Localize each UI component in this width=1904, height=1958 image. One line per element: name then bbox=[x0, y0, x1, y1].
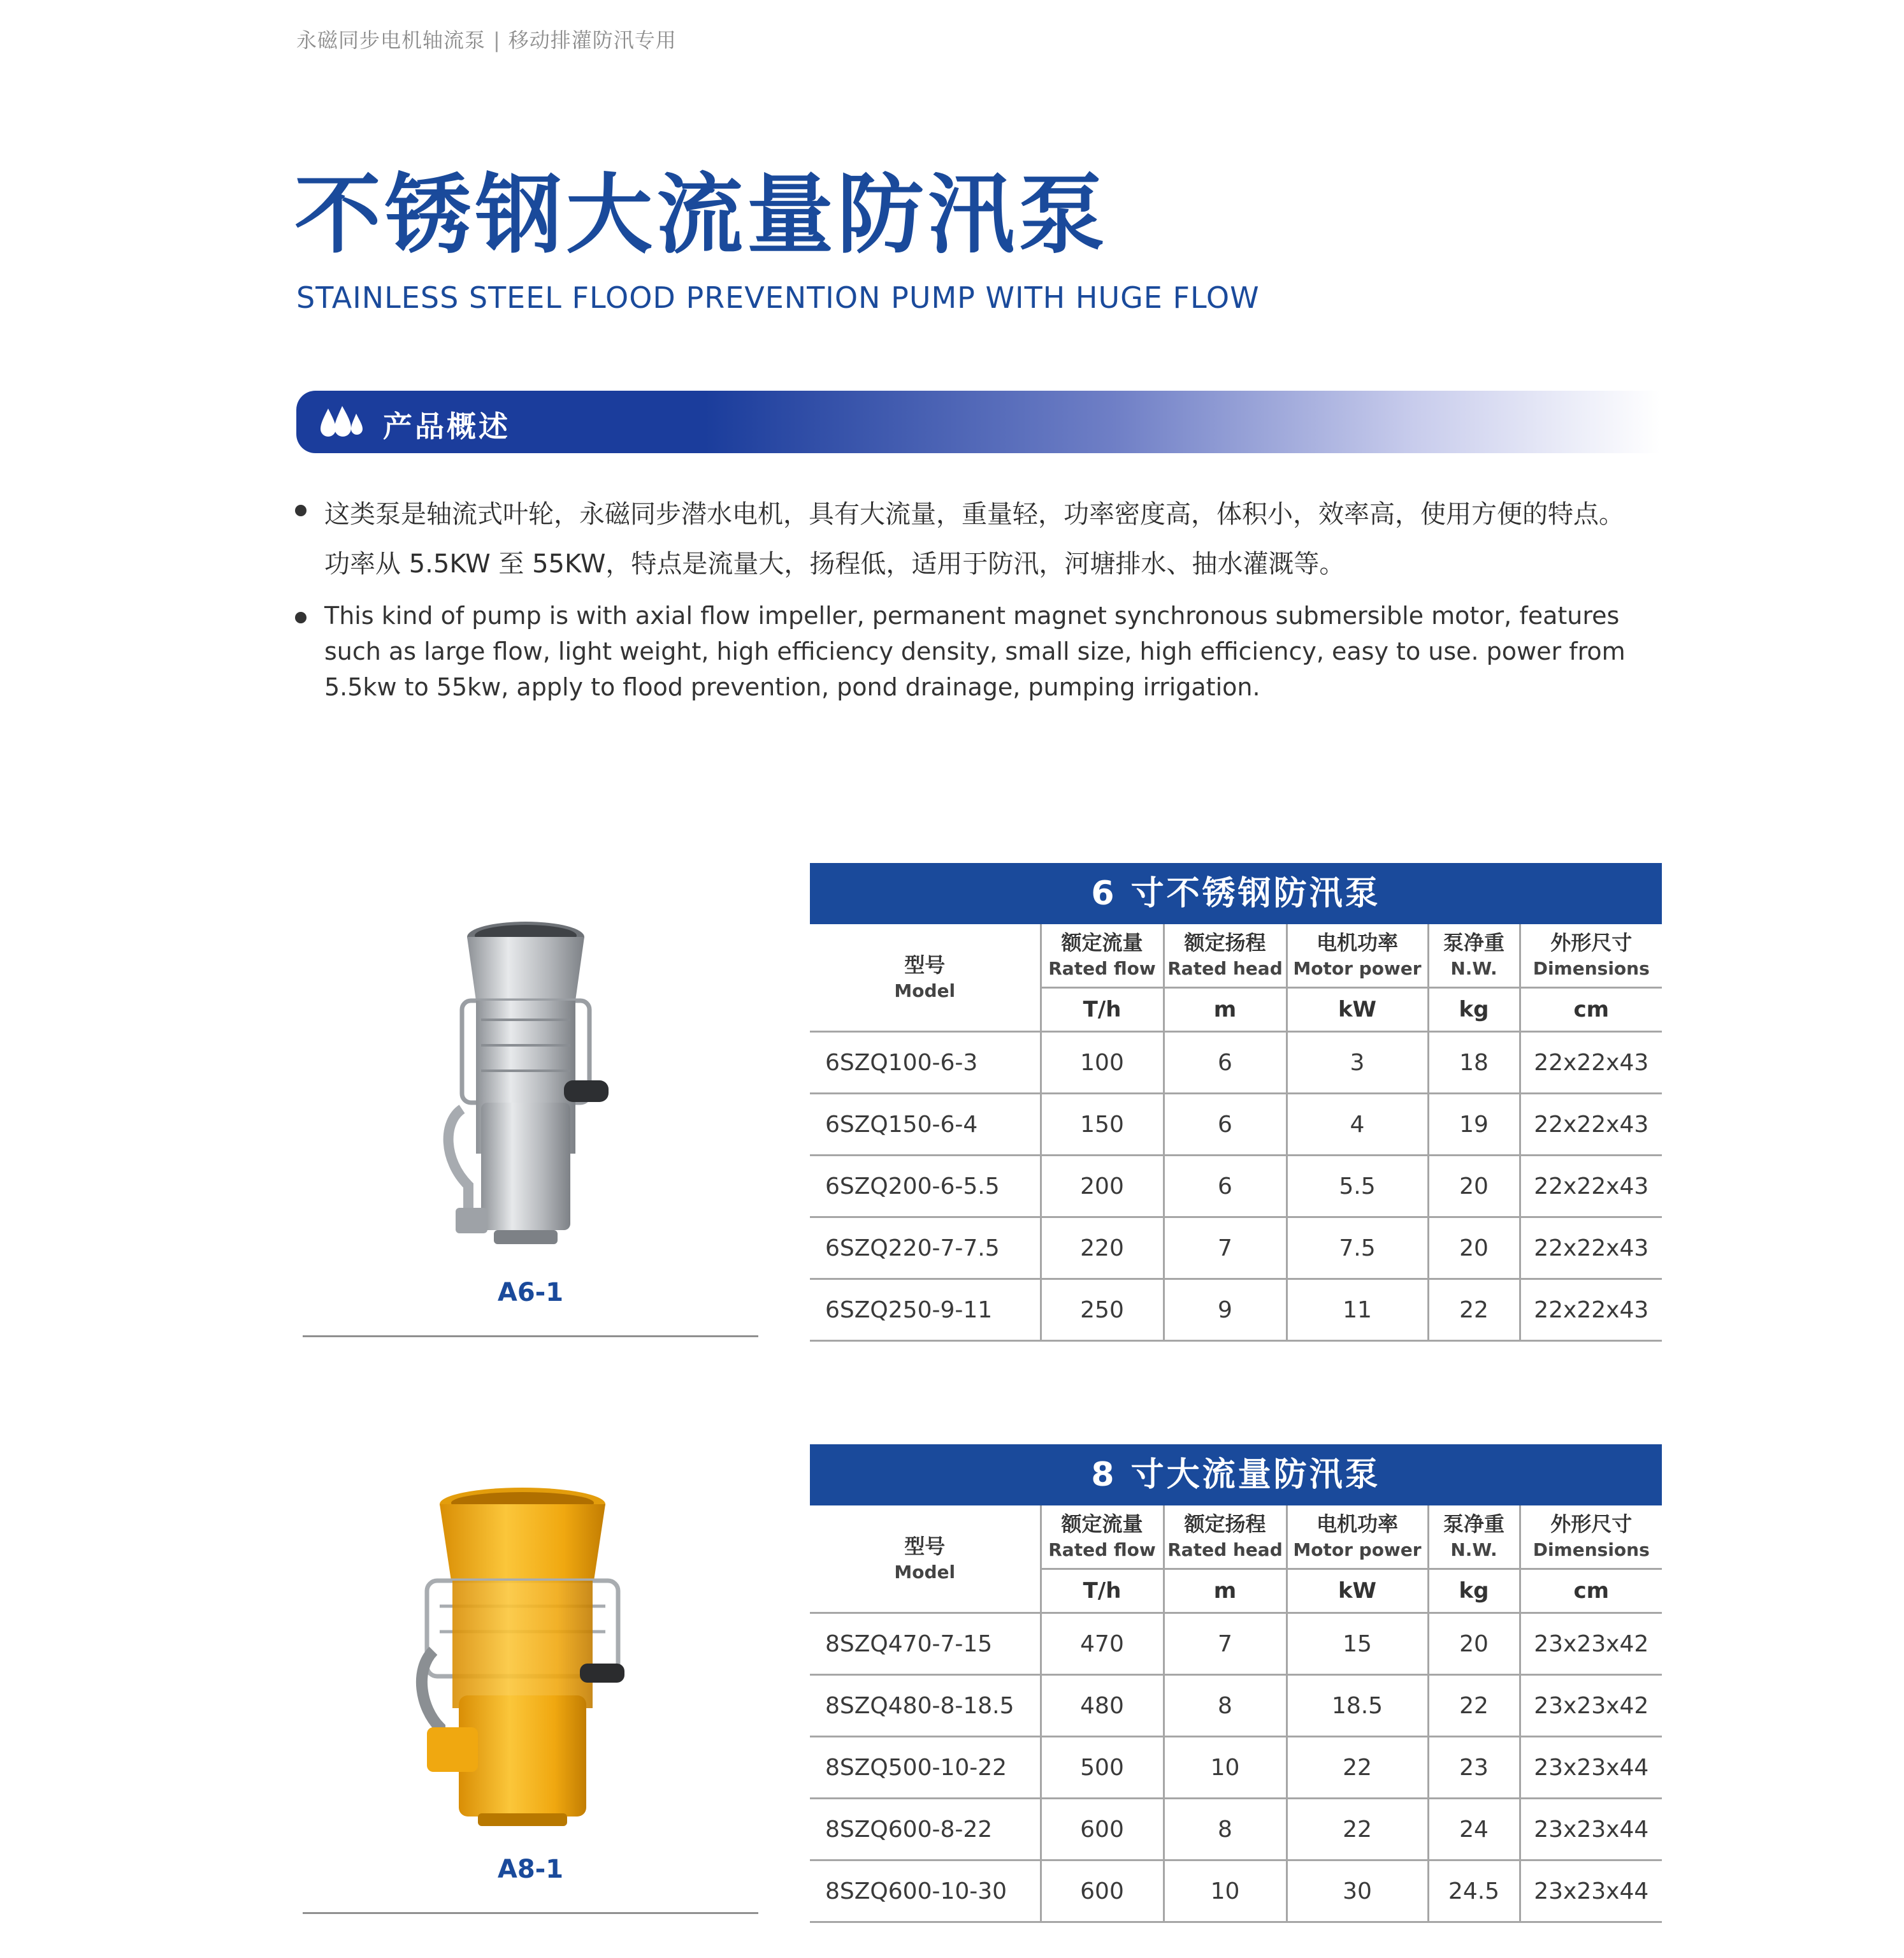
spec-table-8inch bbox=[810, 1444, 1662, 1923]
overview-en-text: This kind of pump is with axial flow impeller, permanent magnet synchronous submersible motor, features such as large flow, light weight, high efficiency density, small size, high efficiency, easy to use. power from 5.5kw to 55kw, apply to flood prevention, pond drainage, pumping irrigation. bbox=[324, 602, 1626, 701]
cell-model: 8SZQ600-8-22 bbox=[810, 1799, 1041, 1860]
cell-power: 11 bbox=[1287, 1279, 1428, 1341]
cell-head: 6 bbox=[1164, 1032, 1287, 1094]
table-title: 8 寸大流量防汛泵 bbox=[810, 1444, 1662, 1505]
caption-divider bbox=[303, 1912, 758, 1914]
cell-weight: 20 bbox=[1428, 1156, 1520, 1217]
cell-dim: 22x22x43 bbox=[1520, 1279, 1662, 1341]
cell-weight: 23 bbox=[1428, 1737, 1520, 1799]
table-row bbox=[810, 1094, 1662, 1156]
unit-power: kW bbox=[1287, 988, 1428, 1032]
product-caption: A8-1 bbox=[497, 1855, 564, 1884]
overview-cn-line1: 这类泵是轴流式叶轮，永磁同步潜水电机，具有大流量，重量轻，功率密度高，体积小，效率高，使用方便的特点。 bbox=[324, 500, 1624, 529]
cell-power: 4 bbox=[1287, 1094, 1428, 1156]
table-row bbox=[810, 1279, 1662, 1341]
cell-model: 6SZQ150-6-4 bbox=[810, 1094, 1041, 1156]
weight-cn: 泵净重 bbox=[1443, 1512, 1504, 1536]
unit-dim: cm bbox=[1520, 988, 1662, 1032]
unit-flow: T/h bbox=[1041, 1569, 1164, 1613]
dim-en: Dimensions bbox=[1533, 958, 1650, 979]
power-en: Motor power bbox=[1293, 1539, 1422, 1560]
table-title: 6 寸不锈钢防汛泵 bbox=[810, 863, 1662, 924]
overview-bullet-cn bbox=[295, 490, 1671, 589]
product-caption: A6-1 bbox=[497, 1278, 564, 1307]
weight-en: N.W. bbox=[1450, 1539, 1497, 1560]
flow-cn: 额定流量 bbox=[1061, 1512, 1143, 1536]
power-en: Motor power bbox=[1293, 958, 1422, 979]
weight-en: N.W. bbox=[1450, 958, 1497, 979]
col-flow bbox=[1041, 1505, 1164, 1569]
cell-power: 22 bbox=[1287, 1799, 1428, 1860]
unit-weight: kg bbox=[1428, 1569, 1520, 1613]
yellow-pump-image bbox=[414, 1485, 631, 1829]
table-row bbox=[810, 1156, 1662, 1217]
table-row bbox=[810, 1675, 1662, 1737]
col-weight bbox=[1428, 1505, 1520, 1569]
page-header bbox=[296, 24, 677, 54]
cell-model: 6SZQ250-9-11 bbox=[810, 1279, 1041, 1341]
cell-flow: 100 bbox=[1041, 1032, 1164, 1094]
cell-weight: 20 bbox=[1428, 1217, 1520, 1279]
power-cn: 电机功率 bbox=[1316, 1512, 1398, 1536]
overview-label: 产品概述 bbox=[383, 409, 510, 444]
cell-weight: 18 bbox=[1428, 1032, 1520, 1094]
cell-power: 7.5 bbox=[1287, 1217, 1428, 1279]
table-row bbox=[810, 1737, 1662, 1799]
unit-head: m bbox=[1164, 988, 1287, 1032]
cell-dim: 22x22x43 bbox=[1520, 1032, 1662, 1094]
col-head bbox=[1164, 924, 1287, 988]
col-weight bbox=[1428, 924, 1520, 988]
stainless-pump-image bbox=[436, 918, 615, 1249]
table-row bbox=[810, 1613, 1662, 1675]
dim-cn: 外形尺寸 bbox=[1550, 931, 1633, 955]
cell-flow: 600 bbox=[1041, 1860, 1164, 1922]
cell-head: 10 bbox=[1164, 1860, 1287, 1922]
cell-flow: 470 bbox=[1041, 1613, 1164, 1675]
page-subtitle: STAINLESS STEEL FLOOD PREVENTION PUMP WITH HUGE FLOW bbox=[296, 280, 1260, 315]
cell-head: 8 bbox=[1164, 1675, 1287, 1737]
cell-weight: 24.5 bbox=[1428, 1860, 1520, 1922]
flow-en: Rated flow bbox=[1048, 1539, 1156, 1560]
table-row bbox=[810, 1860, 1662, 1922]
dim-cn: 外形尺寸 bbox=[1550, 1512, 1633, 1536]
col-power bbox=[1287, 924, 1428, 988]
flow-en: Rated flow bbox=[1048, 958, 1156, 979]
cell-weight: 19 bbox=[1428, 1094, 1520, 1156]
table-row bbox=[810, 1032, 1662, 1094]
cell-model: 8SZQ500-10-22 bbox=[810, 1737, 1041, 1799]
head-en: Rated head bbox=[1167, 1539, 1283, 1560]
series-label: 永磁同步电机轴流泵 bbox=[296, 28, 486, 52]
cell-dim: 22x22x43 bbox=[1520, 1156, 1662, 1217]
cell-dim: 22x22x43 bbox=[1520, 1217, 1662, 1279]
cell-power: 22 bbox=[1287, 1737, 1428, 1799]
cell-dim: 23x23x44 bbox=[1520, 1799, 1662, 1860]
cell-dim: 22x22x43 bbox=[1520, 1094, 1662, 1156]
overview-bullet-en bbox=[295, 598, 1671, 705]
col-dim bbox=[1520, 924, 1662, 988]
cell-dim: 23x23x42 bbox=[1520, 1613, 1662, 1675]
bullet-dot bbox=[295, 612, 307, 623]
cell-power: 3 bbox=[1287, 1032, 1428, 1094]
col-flow bbox=[1041, 924, 1164, 988]
cell-flow: 500 bbox=[1041, 1737, 1164, 1799]
cell-dim: 23x23x44 bbox=[1520, 1860, 1662, 1922]
model-en: Model bbox=[894, 1561, 956, 1583]
product-card-a6 bbox=[303, 905, 758, 1351]
cell-head: 8 bbox=[1164, 1799, 1287, 1860]
cell-model: 6SZQ220-7-7.5 bbox=[810, 1217, 1041, 1279]
cell-power: 18.5 bbox=[1287, 1675, 1428, 1737]
cell-head: 6 bbox=[1164, 1094, 1287, 1156]
cell-weight: 20 bbox=[1428, 1613, 1520, 1675]
head-cn: 额定扬程 bbox=[1184, 1512, 1266, 1536]
overview-cn-line2: 功率从 5.5KW 至 55KW，特点是流量大，扬程低，适用于防汛，河塘排水、抽水灌溉等。 bbox=[324, 549, 1345, 579]
product-card-a8 bbox=[303, 1485, 758, 1938]
header-separator: | bbox=[493, 28, 501, 52]
cell-flow: 480 bbox=[1041, 1675, 1164, 1737]
water-drops-icon bbox=[319, 405, 364, 439]
col-model bbox=[810, 1505, 1041, 1613]
unit-weight: kg bbox=[1428, 988, 1520, 1032]
unit-dim: cm bbox=[1520, 1569, 1662, 1613]
col-model bbox=[810, 924, 1041, 1032]
model-en: Model bbox=[894, 980, 956, 1001]
flow-cn: 额定流量 bbox=[1061, 931, 1143, 955]
table-row bbox=[810, 1217, 1662, 1279]
cell-weight: 24 bbox=[1428, 1799, 1520, 1860]
cell-power: 15 bbox=[1287, 1613, 1428, 1675]
cell-head: 9 bbox=[1164, 1279, 1287, 1341]
cell-flow: 600 bbox=[1041, 1799, 1164, 1860]
bullet-dot bbox=[295, 505, 307, 516]
cell-model: 8SZQ480-8-18.5 bbox=[810, 1675, 1041, 1737]
cell-flow: 220 bbox=[1041, 1217, 1164, 1279]
usage-label: 移动排灌防汛专用 bbox=[508, 28, 677, 52]
page-title: 不锈钢大流量防汛泵 bbox=[294, 165, 1109, 266]
model-cn: 型号 bbox=[904, 1534, 946, 1558]
unit-flow: T/h bbox=[1041, 988, 1164, 1032]
cell-flow: 200 bbox=[1041, 1156, 1164, 1217]
col-dim bbox=[1520, 1505, 1662, 1569]
cell-flow: 150 bbox=[1041, 1094, 1164, 1156]
cell-power: 30 bbox=[1287, 1860, 1428, 1922]
cell-power: 5.5 bbox=[1287, 1156, 1428, 1217]
cell-dim: 23x23x44 bbox=[1520, 1737, 1662, 1799]
cell-head: 6 bbox=[1164, 1156, 1287, 1217]
power-cn: 电机功率 bbox=[1316, 931, 1398, 955]
cell-head: 7 bbox=[1164, 1613, 1287, 1675]
spec-table bbox=[810, 924, 1662, 1342]
cell-dim: 23x23x42 bbox=[1520, 1675, 1662, 1737]
cell-head: 7 bbox=[1164, 1217, 1287, 1279]
cell-flow: 250 bbox=[1041, 1279, 1164, 1341]
overview-section-bar bbox=[296, 391, 1660, 453]
head-cn: 额定扬程 bbox=[1184, 931, 1266, 955]
col-head bbox=[1164, 1505, 1287, 1569]
cell-model: 8SZQ600-10-30 bbox=[810, 1860, 1041, 1922]
model-cn: 型号 bbox=[904, 952, 946, 977]
cell-weight: 22 bbox=[1428, 1675, 1520, 1737]
cell-head: 10 bbox=[1164, 1737, 1287, 1799]
caption-divider bbox=[303, 1335, 758, 1337]
spec-table-6inch bbox=[810, 863, 1662, 1342]
table-row bbox=[810, 1799, 1662, 1860]
unit-power: kW bbox=[1287, 1569, 1428, 1613]
spec-table bbox=[810, 1505, 1662, 1923]
dim-en: Dimensions bbox=[1533, 1539, 1650, 1560]
unit-head: m bbox=[1164, 1569, 1287, 1613]
cell-weight: 22 bbox=[1428, 1279, 1520, 1341]
cell-model: 6SZQ100-6-3 bbox=[810, 1032, 1041, 1094]
col-power bbox=[1287, 1505, 1428, 1569]
weight-cn: 泵净重 bbox=[1443, 931, 1504, 955]
cell-model: 6SZQ200-6-5.5 bbox=[810, 1156, 1041, 1217]
head-en: Rated head bbox=[1167, 958, 1283, 979]
cell-model: 8SZQ470-7-15 bbox=[810, 1613, 1041, 1675]
